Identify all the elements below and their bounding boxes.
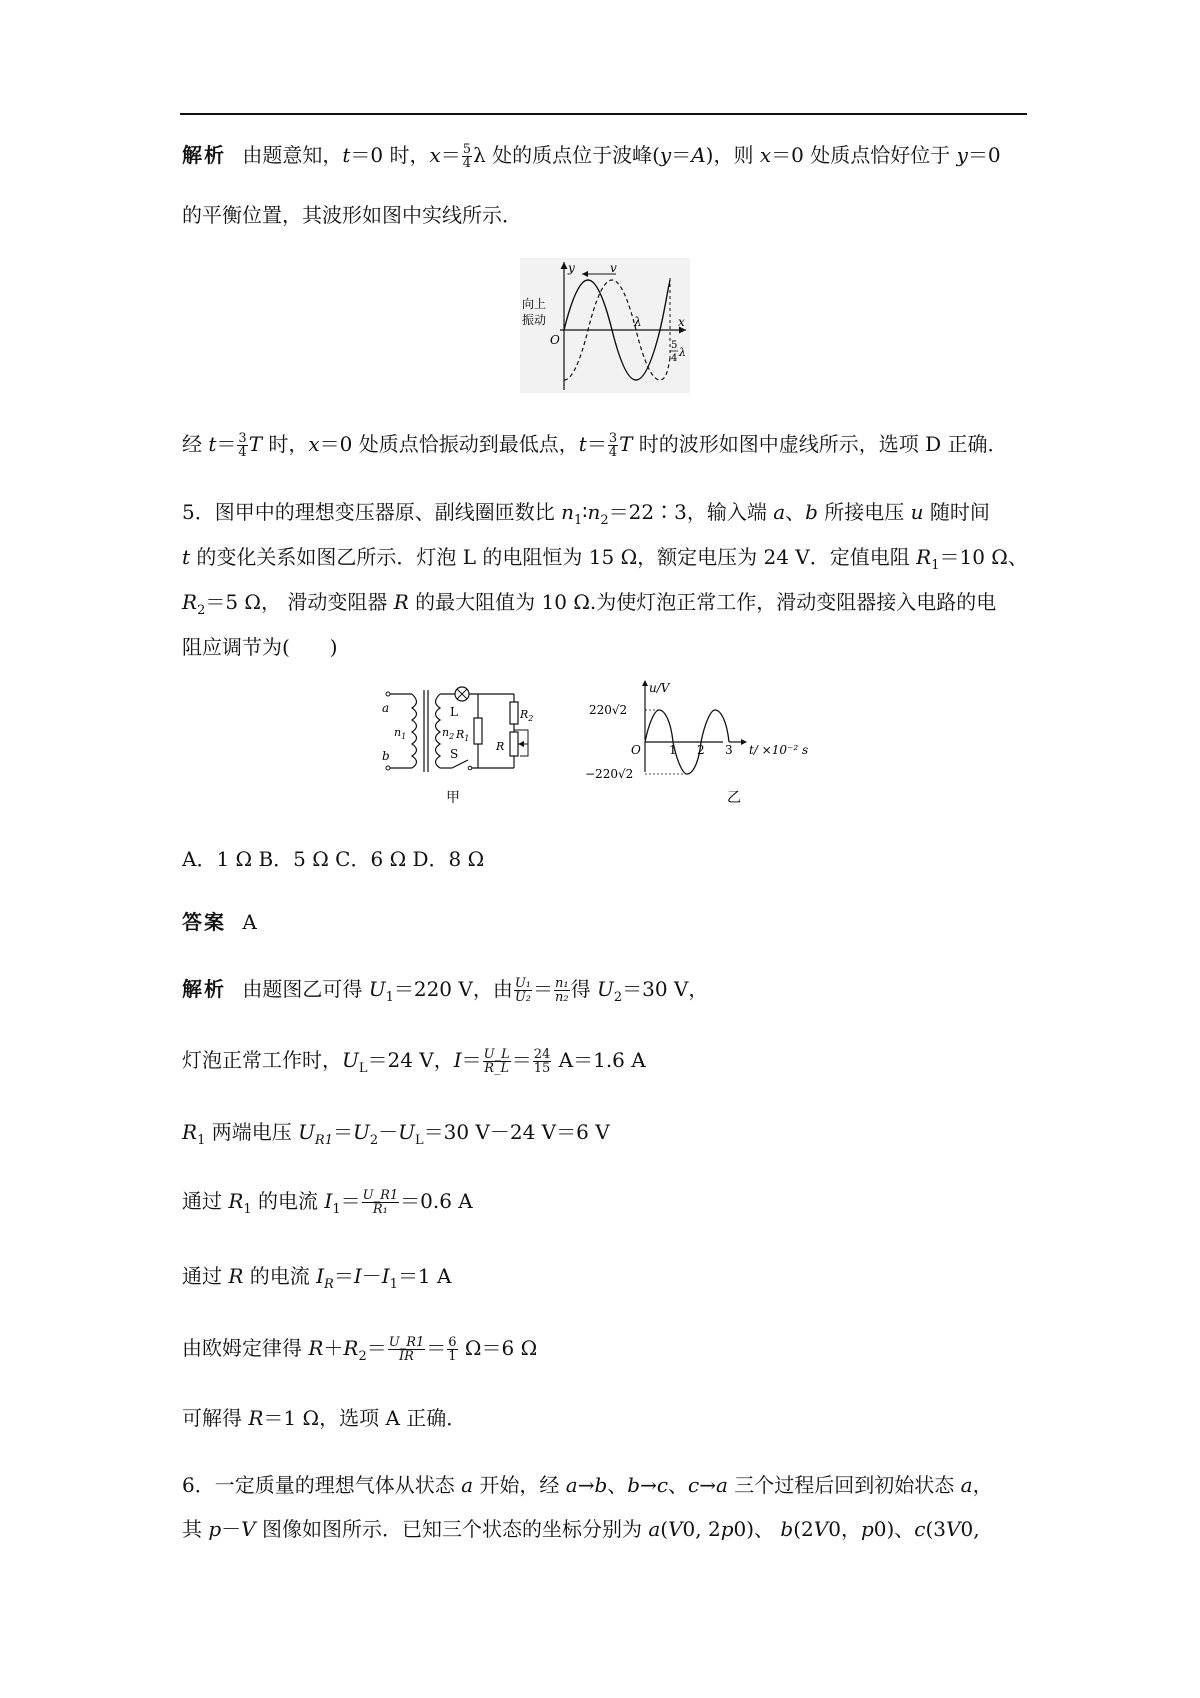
var: c [914,1517,926,1541]
text: 的电流 [243,1264,317,1288]
caption-jia: 甲 [446,790,460,806]
sub: 1 [389,1277,398,1292]
var: c [688,1473,700,1497]
sol5-line2 [182,1046,646,1083]
terminal-a [386,692,390,696]
sol4-line3 [182,430,1008,459]
origin-label: O [550,333,560,347]
r1-label: $R_1$ [456,728,470,743]
text: (2 [793,1517,814,1541]
solution-label: 解析 [182,143,226,167]
text: 、 [607,1473,628,1497]
var: b [627,1473,641,1497]
var: R [308,1336,324,1360]
var: I [324,1189,333,1213]
text: 其 [182,1517,209,1541]
sol5-line4 [182,1187,473,1224]
sol5-line1 [182,975,708,1012]
var: R [182,1120,198,1144]
text: 可解得 [182,1406,249,1430]
arrow-icon [741,739,747,745]
vibration-label-1: 向上 [522,297,547,311]
sub: 2 [358,1349,367,1364]
fraction: $\frac{\text{n₁}}{\text{n₂}}$ [555,976,569,1005]
var: V [668,1517,683,1541]
resistor-r2 [510,702,518,724]
sub: 1 [931,558,940,573]
var: b [780,1517,794,1541]
var: U [368,977,386,1001]
wave-figure [520,258,690,393]
end-frac-den: 4 [671,353,678,364]
text: ＝ [333,1264,354,1288]
var: a [461,1473,474,1497]
sub: 2 [600,513,609,528]
n1-label: $n_1$ [394,726,407,741]
var: T [619,432,633,456]
text: 0)、 [733,1517,781,1541]
y-label: y [568,261,575,275]
fraction: $\frac{U\_L}{R\_L}$ [483,1047,510,1076]
text: ＝24 V， [367,1048,454,1072]
text: ＝0 处质点恰好位于 [771,143,957,167]
var: V [241,1517,256,1541]
var: a [960,1473,973,1497]
switch-label: S [450,747,459,761]
var: t [578,432,587,456]
tick-1: 1 [669,743,677,757]
sol5-line5 [182,1262,451,1299]
text: 0, [960,1517,980,1541]
text: ＝ [671,143,692,167]
text: → [577,1473,595,1497]
text: 由欧姆定律得 [182,1336,309,1360]
text: ＝1 A [397,1264,452,1288]
circuit-figure [380,680,580,810]
text: 时， [262,432,309,456]
end-frac-num: 5 [671,340,678,351]
trough-value: −220√2 [585,767,634,781]
answer5-line [182,908,257,936]
primary-coil [412,694,417,768]
text: 0, 2 [682,1517,721,1541]
var: V [946,1517,961,1541]
var: I [453,1048,462,1072]
text: ∶ [582,500,588,524]
text: ＝5 Ω， 滑动变阻器 [205,590,394,614]
label-b: b [382,749,390,763]
sub: 2 [197,603,206,618]
var: U [352,1120,370,1144]
text: ＝ [440,143,461,167]
q5-line2 [182,543,1028,580]
var: U [342,1048,359,1072]
var: c [656,1473,669,1497]
var: t [182,545,191,569]
var: U [298,1120,315,1144]
sol4-line1 [182,141,1001,170]
text: Ω＝6 Ω [458,1336,538,1360]
text: 所接电压 [817,500,911,524]
text: (3 [925,1517,947,1541]
var: x [759,143,772,167]
q5-line3 [182,588,996,625]
text: 时的波形如图中虚线所示，选项 D 正确． [632,432,1008,456]
text: ＝ [426,1336,447,1360]
text: ＋ [323,1336,344,1360]
var: R [343,1336,359,1360]
var: a [565,1473,578,1497]
var: I [381,1264,390,1288]
var: x [429,143,441,167]
r2-label: $R_2$ [520,708,534,723]
q5-options: A．1 Ω B．5 Ω C．6 Ω D．8 Ω [182,847,485,871]
var: y [956,143,968,167]
text: 得 [570,977,597,1001]
var: u [910,500,924,524]
sub: R1 [314,1133,333,1148]
text: ＝220 V，由 [393,977,513,1001]
var: R [228,1264,244,1288]
text: 6．一定质量的理想气体从状态 [182,1473,462,1497]
text: ＝0 时， [350,143,430,167]
fraction: $\frac{6}{1}$ [448,1335,457,1364]
var: n [561,500,574,524]
n2-label: $n_2$ [442,726,455,741]
var: p [720,1517,734,1541]
tick-3: 3 [725,743,733,757]
sub: 2 [613,990,623,1005]
lamp-label: L [450,705,458,719]
sub: 1 [197,1133,206,1148]
x-label: x [678,315,685,329]
text: 经 [182,432,209,456]
text: ＝ [511,1048,532,1072]
y-label: u/V [649,681,670,695]
fraction: $\frac{\text{U₁}}{\text{U₂}}$ [514,976,532,1005]
text: ＝ [340,1189,361,1213]
text: → [699,1473,717,1497]
text: ( [660,1517,669,1541]
velocity-label: v [610,261,617,275]
terminal-b [386,766,390,770]
sol5-line3 [182,1118,610,1155]
text: 、 [785,500,806,524]
lambda-label: λ [634,315,642,329]
q6-line1 [182,1471,993,1499]
text: 灯泡正常工作时， [182,1048,342,1072]
rheostat-r [510,732,518,756]
switch [452,760,468,768]
sol5-line7 [182,1404,466,1432]
arrow-icon [642,680,648,686]
text: 的电流 [251,1189,325,1213]
voltage-graph [585,680,830,810]
text: 通过 [182,1264,229,1288]
var: I [353,1264,362,1288]
var: R [393,590,409,614]
text: ＝1 Ω，选项 A 正确． [263,1406,467,1430]
text: ＝ [366,1336,387,1360]
var: x [308,432,320,456]
text: ＝ [216,432,237,456]
text: 图像如图所示．已知三个状态的坐标分别为 [255,1517,649,1541]
var: b [805,500,818,524]
fraction: $\frac{24}{15}$ [533,1047,551,1076]
sub: 2 [369,1133,379,1148]
sub: 1 [385,990,394,1005]
fraction: $\frac{3}{4}$ [608,431,618,460]
var: I [316,1264,325,1288]
sub: L [358,1061,368,1076]
text: － [221,1517,242,1541]
caption-yi: 乙 [727,790,741,806]
sol4-line2: 的平衡位置，其波形如图中实线所示． [182,203,522,227]
fraction: $\frac{U\_R1}{\text{R₁}}$ [362,1188,399,1217]
text: → [640,1473,657,1497]
end-lambda: λ [679,346,686,359]
sub: 1 [243,1202,252,1217]
text: 0)、 [873,1517,915,1541]
var: a [773,500,786,524]
origin-label: O [631,743,641,757]
q6-line2 [182,1515,980,1543]
solution-label: 解析 [182,977,226,1001]
text: 的变化关系如图乙所示．灯泡 L 的电阻恒为 15 Ω，额定电压为 24 V．定值电阻 [190,545,917,569]
text: )，则 [705,143,760,167]
text: 通过 [182,1189,229,1213]
tick-2: 2 [697,743,705,757]
var: p [208,1517,222,1541]
text: 的最大阻值为 10 Ω.为使灯泡正常工作，滑动变阻器接入电路的电 [408,590,997,614]
text: － [361,1264,382,1288]
resistor-r1 [474,718,482,744]
var: n [587,500,601,524]
x-label: t/ ×10⁻² s [749,743,809,757]
var: U [596,977,614,1001]
var: y [659,143,672,167]
text: ＝0.6 A [400,1189,473,1213]
text: ＝30 V， [622,977,709,1001]
var: t [208,432,217,456]
text: ＝0 [967,143,1001,167]
text: ＝ [586,432,607,456]
answer-value: A [242,910,257,934]
fraction: $\frac{3}{4}$ [238,431,247,460]
text: ＝0 处质点恰振动到最低点， [319,432,579,456]
text: 0， [828,1517,861,1541]
answer-label: 答案 [182,910,226,934]
header-rule [180,113,1027,115]
text: ＝ [332,1120,353,1144]
var: b [594,1473,608,1497]
peak-value: 220√2 [589,703,628,717]
r-label: R [496,740,505,753]
text: ＝22∶3，输入端 [608,500,774,524]
text: － [378,1120,399,1144]
var: a [648,1517,661,1541]
fraction: $\frac{5}{4}$ [462,142,472,171]
text: 5．图甲中的理想变压器原、副线圈匝数比 [182,500,562,524]
var: U [398,1120,415,1144]
q5-line4: 阻应调节为( ) [182,635,338,659]
sub: 1 [573,513,583,528]
var: R [248,1406,264,1430]
text: ， [972,1473,993,1497]
sub: 1 [332,1202,341,1217]
text: A＝1.6 A [552,1048,646,1072]
text: ＝30 V－24 V＝6 V [423,1120,610,1144]
switch-contact [468,766,472,770]
text: 由题图乙可得 [242,977,369,1001]
text: 由题意知， [242,143,343,167]
label-a: a [382,701,390,715]
fraction: $\frac{U\_R1}{IR}$ [388,1335,425,1364]
slider-arrow-icon [518,741,524,747]
vibration-label-2: 振动 [522,313,547,327]
secondary-coil [436,694,441,768]
var: R [228,1189,244,1213]
text: ＝10 Ω、 [939,545,1028,569]
sub: L [414,1133,424,1148]
var: a [716,1473,728,1497]
var: V [813,1517,829,1541]
var: R [182,590,198,614]
text: 开始，经 [473,1473,566,1497]
q5-line1 [182,498,990,535]
var: p [860,1517,874,1541]
text: ＝ [533,977,554,1001]
sub: R [324,1277,334,1292]
text: 三个过程后回到初始状态 [727,1473,961,1497]
text: 、 [668,1473,689,1497]
var: A [691,143,706,167]
text: ＝ [461,1048,482,1072]
text: 两端电压 [205,1120,299,1144]
text: λ 处的质点位于波峰( [473,143,660,167]
var: T [248,432,263,456]
var: t [342,143,351,167]
var: R [916,545,932,569]
text: 随时间 [923,500,990,524]
sol5-line6 [182,1334,537,1371]
